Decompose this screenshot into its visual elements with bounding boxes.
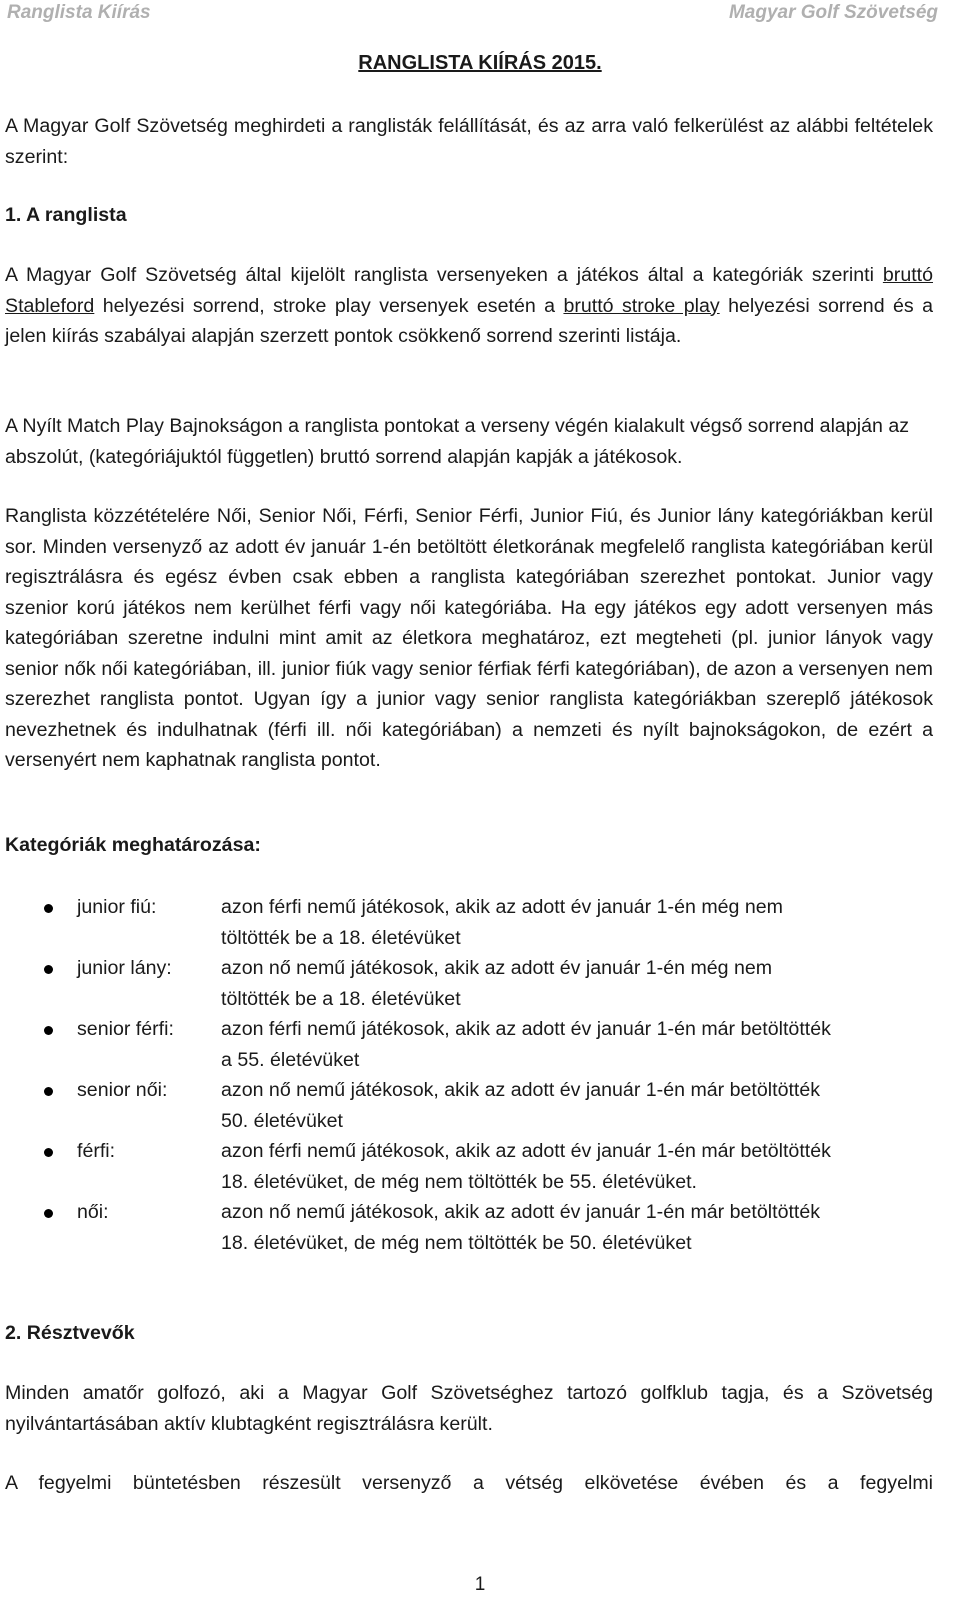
category-definition — [221, 1014, 933, 1075]
categories-heading: Kategóriák meghatározása: — [5, 834, 261, 856]
definition-line-2: 50. életévüket — [221, 1109, 344, 1132]
category-definition — [221, 1197, 933, 1258]
category-label: senior női: — [77, 1079, 168, 1101]
section-1-heading: 1. A ranglista — [5, 204, 127, 226]
definition-line-1: azon nő nemű játékosok, akik az adott év január 1-én már betöltötték — [221, 1201, 821, 1223]
participants-paragraph: Minden amatőr golfozó, aki a Magyar Golf Szövetséghez tartozó golfklub tagja, és a Szövetség nyilvántartásában aktív klubtagként regisztrálásra került. — [5, 1382, 933, 1435]
definition-line-2: töltötték be a 18. életévüket — [221, 987, 461, 1010]
page-number: 1 — [474, 1574, 486, 1595]
category-definition — [221, 1136, 933, 1197]
category-label: junior fiú: — [77, 896, 157, 918]
definition-text-2: helyezési sorrend, stroke play versenyek esetén a — [94, 294, 564, 317]
section-2-heading: 2. Résztvevők — [5, 1322, 135, 1344]
category-definition — [221, 1075, 933, 1136]
categories-publication-paragraph: Ranglista közzétételére Női, Senior Női, Férfi, Senior Férfi, Junior Fiú, és Junior lány kategóriákban kerül sor. Minden versenyző az adott év január 1-én betöltött életkorának megfelelő ranglista kategóriában kerül regisztrálásra és egész évben csak ebben a ranglista kategóriában szerezhet pontokat. Junior vagy szenior korú játékos nem kerülhet férfi vagy női kategóriába. Ha egy játékos egy adott versenyen más kategóriában szeretne indulni mint amit az életkora meghatároz, ezt megteheti (pl. junior lányok vagy senior nők női kategóriában, ill. junior fiúk vagy senior férfiak férfi kategóriában), de azon a versenyen nem szerezhet ranglista pontot. Ugyan így a junior vagy senior ranglista kategóriákban szereplő játékosok nevezhetnek és indulhatnak (férfi ill. női kategóriában) a nemzeti és nyílt bajnokságokon, de ezért a versenyért nem kaphatnak ranglista pontot. — [5, 505, 933, 771]
brutto-stroke-play-text: bruttó stroke play — [563, 294, 720, 317]
disciplinary-paragraph: A fegyelmi büntetésben részesült versenyző a vétség elkövetése évében és a fegyelmi — [5, 1472, 933, 1494]
definition-line-2: 18. életévüket, de még nem töltötték be 50. életévüket — [221, 1231, 692, 1254]
header-left: Ranglista Kiírás — [7, 2, 151, 23]
definition-text-1: A Magyar Golf Szövetség által kijelölt ranglista versenyeken a játékos által a kategóriák szerinti — [5, 264, 883, 286]
category-definition — [221, 892, 933, 953]
bullet-icon — [44, 904, 53, 913]
definition-line-2: 18. életévüket, de még nem töltötték be 55. életévüket. — [221, 1170, 697, 1193]
brutto-stableford-text: bruttó Stableford — [5, 264, 933, 317]
header-right: Magyar Golf Szövetség — [728, 2, 938, 23]
category-label: női: — [77, 1201, 109, 1223]
bullet-icon — [44, 1148, 53, 1157]
definition-line-1: azon férfi nemű játékosok, akik az adott év január 1-én már betöltötték — [221, 1140, 831, 1162]
category-label: férfi: — [77, 1140, 116, 1162]
bullet-icon — [44, 1209, 53, 1218]
definition-line-2: töltötték be a 18. életévüket — [221, 926, 461, 949]
intro-paragraph: A Magyar Golf Szövetség meghirdeti a ranglisták felállítását, és az arra való felkerülést az alábbi feltételek szerint: — [5, 115, 933, 168]
definition-text-3: helyezési sorrend és a jelen kiírás szabályai alapján szerzett pontok csökkenő sorrend szerinti listája. — [5, 294, 933, 347]
definition-line-1: azon férfi nemű játékosok, akik az adott év január 1-én már betöltötték — [221, 1018, 831, 1040]
page-title: RANGLISTA KIÍRÁS 2015. — [358, 52, 602, 74]
bullet-icon — [44, 1026, 53, 1035]
category-label: junior lány: — [77, 957, 172, 979]
definition-line-1: azon nő nemű játékosok, akik az adott év január 1-én még nem — [221, 957, 773, 979]
definition-line-2: a 55. életévüket — [221, 1048, 360, 1071]
category-label: senior férfi: — [77, 1018, 174, 1040]
bullet-icon — [44, 1087, 53, 1096]
bullet-icon — [44, 965, 53, 974]
match-play-paragraph: A Nyílt Match Play Bajnokságon a ranglista pontokat a verseny végén kialakult végső sorrend alapján az abszolút, (kategóriájuktól független) bruttó sorrend alapján kapják a játékosok. — [5, 415, 910, 468]
ranglista-definition-paragraph — [5, 260, 933, 352]
category-definition — [221, 953, 933, 1014]
definition-line-1: azon nő nemű játékosok, akik az adott év január 1-én már betöltötték — [221, 1079, 821, 1101]
definition-line-1: azon férfi nemű játékosok, akik az adott év január 1-én még nem — [221, 896, 783, 918]
